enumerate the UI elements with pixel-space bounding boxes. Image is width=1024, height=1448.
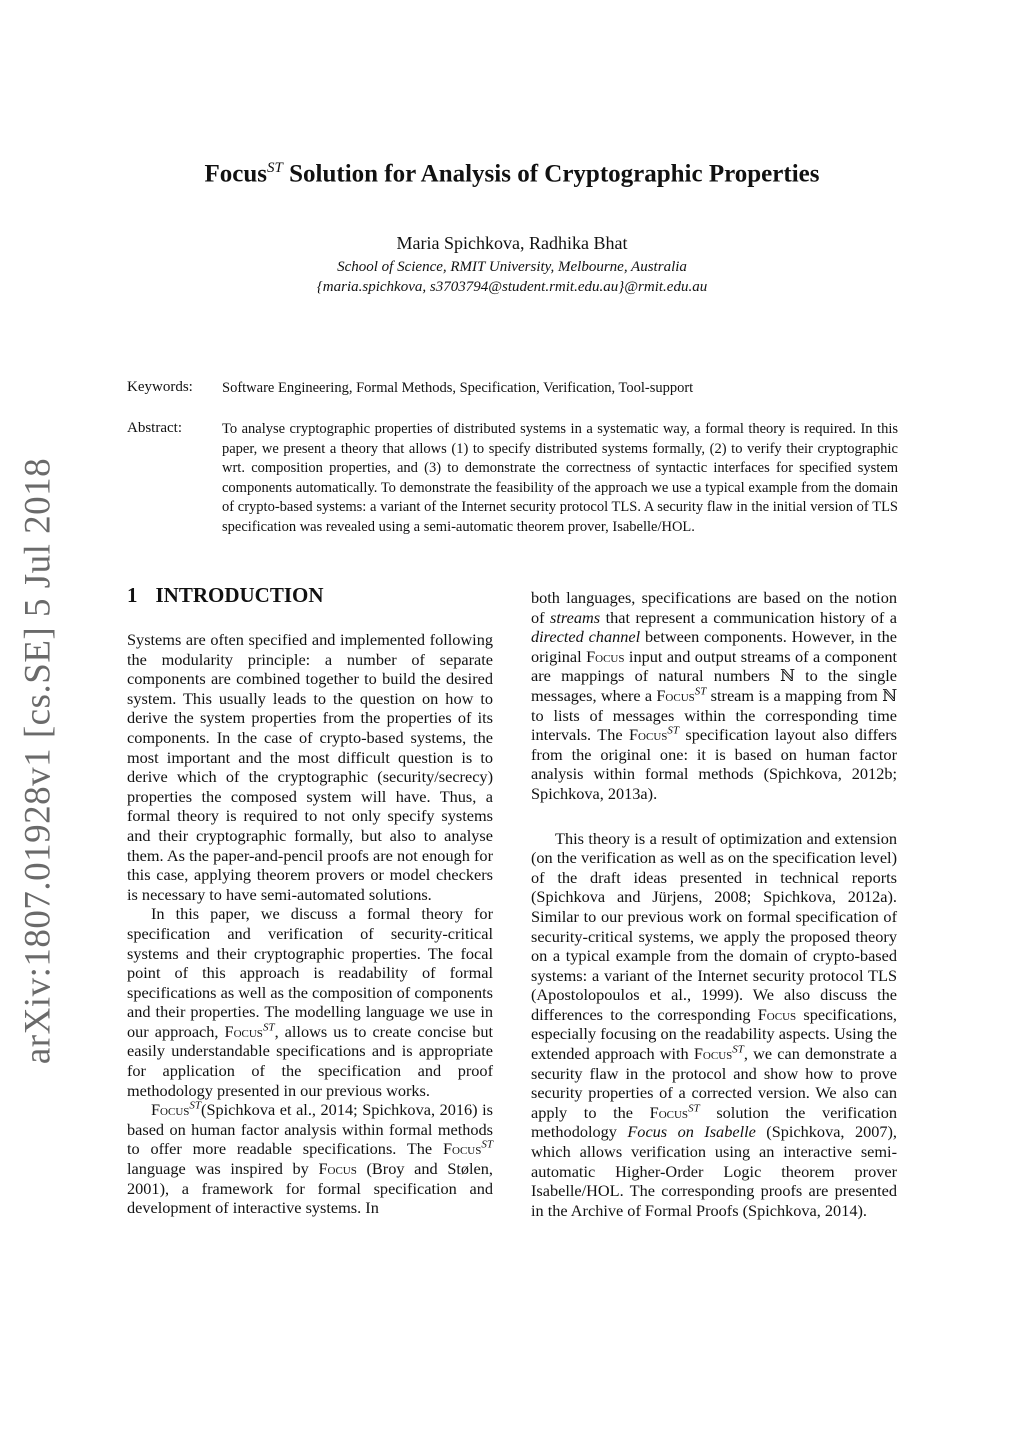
paper-title [0,160,1024,188]
arxiv-sidebar [8,457,68,1065]
left-column [127,630,493,1218]
arxiv-identifier: arXiv:1807.01928v1 [cs.SE] 5 Jul 2018 [17,457,59,1065]
keywords-label: Keywords: [127,379,193,395]
focus-term: Focus [151,1100,190,1120]
focus-term: Focus [649,1102,689,1122]
intro-paragraph-2: In this paper, we discuss a formal theory for specification and verification of security-critical systems and their cryptographic properties. The focal point of this approach is readability of formal specifications as well as the composition of components and their properties. The modelling language we use in our approach, Focus$^{ST}$, allows us to create concise but easily understandable specifications and is appropriate for application of the specification and proof methodology presented in our previous works. [127,904,494,1100]
right-column [531,588,897,1220]
abstract-text: To analyse cryptographic properties of distributed systems in a systematic way, a formal theory is required. In this paper, we present a theory that allows (1) to specify distributed systems formally, (2) to verify their cryptographic wrt. composition properties, and (3) to demonstrate the correctness of syntactic interfaces for specified system components automatically. To demonstrate the feasibility of the approach we use a typical example from the domain of crypto-based systems: a variant of the Internet security protocol TLS. A security flaw in the initial version of TLS specification was revealed using a semi-automatic theorem prover, Isabelle/HOL. [222,421,898,535]
focus-term: Focus [318,1159,357,1179]
author-list: Maria Spichkova, Radhika Bhat [396,233,628,253]
affiliation: School of Science, RMIT University, Melbourne, Australia [337,259,687,275]
keywords-text: Software Engineering, Formal Methods, Specification, Verification, Tool-support [222,380,694,396]
title-superscript: ST [267,160,283,176]
intro-paragraph-5: This theory is a result of optimization and extension (on the verification as well as on the specification level) of the draft ideas presented in technical reports (Spichkova and Jürjens, 2008; Spichkova, 2012a). Similar to our previous work on formal specification of security-critical systems, we apply the proposed theory on a typical example from the domain of crypto-based systems: a variant of the Internet security protocol TLS (Apostolopoulos et al., 1999). We also discuss the differences to the corresponding Focus specifications, especially focusing on the readability aspects. Using the extended approach with Focus$^{ST}$, we can demonstrate a security flaw in the protocol and show how to prove security properties of a corrected version. We also can apply to the Focus$^{ST}$ solution the verification methodology Focus on Isabelle (Spichkova, 2007), which allows verification using an interactive semi-automatic Higher-Order Logic theorem prover Isabelle/HOL. The corresponding proofs are presented in the Archive of Formal Proofs (Spichkova, 2014). [531,828,898,1220]
intro-paragraph-3: Focus$^{ST}$(Spichkova et al., 2014; Spichkova, 2016) is based on human factor analysis within formal methods to offer more readable specifications. The Focus$^{ST}$ language was inspired by Focus (Broy and Stølen, 2001), a framework for formal specification and development of interactive systems. In [127,1099,493,1218]
focus-term: Focus [224,1021,263,1041]
focus-term: Focus [656,685,695,705]
intro-paragraph-1: Systems are often specified and implemented following the modularity principle: a number of separate components are combined together to build the desired system. This usually leads to the question on how to derive the system properties from the properties of its components. In the case of crypto-based systems, the most important and the most difficult question is to derive which of the cryptographic (security/secrecy) properties the composed system will have. Thus, a formal theory is required to not only specify systems and their cryptographic formally, but also to analyse them. As the paper-and-pencil proofs are not enough for this case, applying theorem provers or model checkers is necessary to have semi-automated solutions. [127,630,493,904]
focus-term: Focus [693,1044,733,1064]
focus-term: Focus [757,1004,797,1024]
intro-paragraph-4: both languages, specifications are based on the notion of streams that represent a communication history of a directed channel between components. However, in the original Focus input and output streams of a component are mappings of natural numbers ℕ to the single messages, where a Focus$^{ST}$ stream is a mapping from ℕ to lists of messages within the corresponding time intervals. The Focus$^{ST}$ specification layout also differs from the original one: it is based on human factor analysis within formal methods (Spichkova, 2012b; Spichkova, 2013a). [531,588,898,803]
title-rest: Solution for Analysis of Cryptographic Properties [282,160,820,188]
abstract-label: Abstract: [127,420,182,436]
section-heading [127,583,324,608]
focus-term: Focus [442,1139,482,1159]
focus-term: Focus [628,725,668,745]
focus-term: Focus [586,646,625,666]
section-title: INTRODUCTION [155,583,324,607]
section-number: 1 [127,583,138,607]
title-prefix: Focus [204,160,268,188]
author-emails: {maria.spichkova, s3703794@student.rmit.edu.au}@rmit.edu.au [316,279,708,295]
